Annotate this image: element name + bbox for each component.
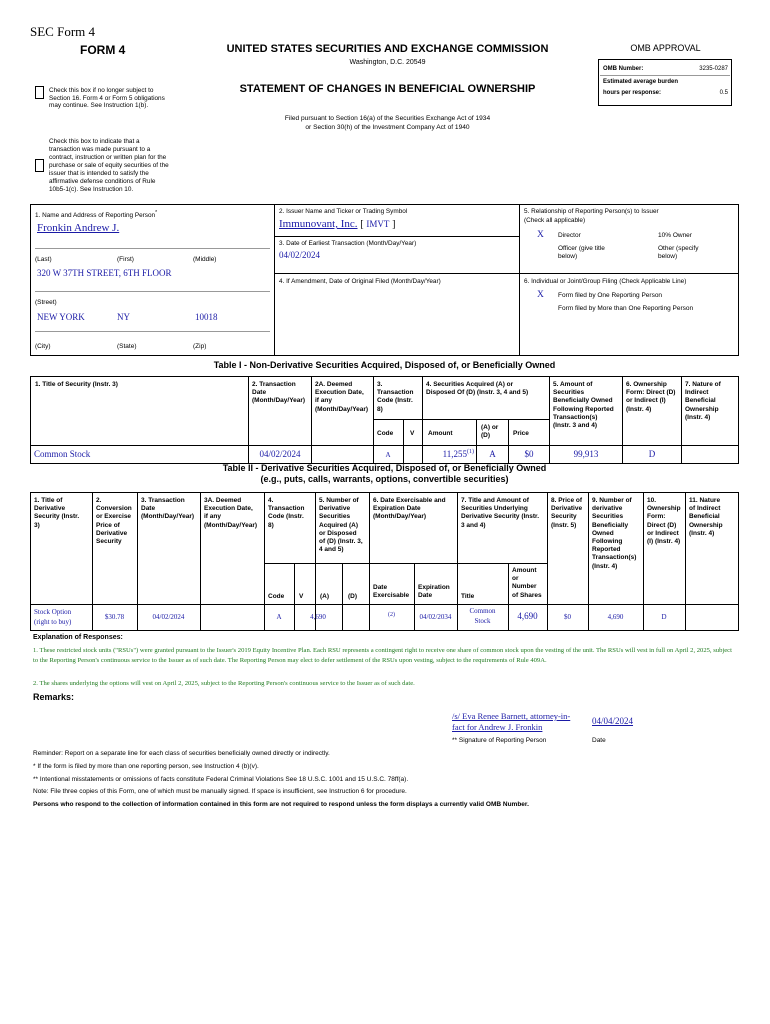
city-value: NEW YORK (37, 312, 85, 322)
t1-row-form: D (648, 449, 656, 459)
statement-title: STATEMENT OF CHANGES IN BENEFICIAL OWNERSHIP (239, 83, 536, 95)
filed-pursuant: Filed pursuant to Section 16(a) of the Securities Exchange Act of 1934 or Section 30(h) of the Investment Company Act of 1940 (284, 115, 491, 131)
form-title: FORM 4 (80, 43, 126, 57)
filing-one-mark: X (537, 290, 544, 300)
t2-sub-v: V (299, 593, 304, 600)
t2-col-owned: 9. Number of derivative Securities Beneficially Owned Following Reported Transaction(s) (Instr. 4) (592, 497, 637, 570)
footnote-1: 1. These restricted stock units ("RSUs") were granted pursuant to the Issuer's 2019 Equity Incentive Plan. Each RSU represents a contingent right to receive one share of common stock upon the vesting of the unit. The RSUs will vest in full on April 2, 2025, subject to the Reporting Person's continuous service to the Issuer as of such date. The Reporting Person may elect to defer settlement of the RSUs upon vesting, subject to the requirements of Rule 409A. (33, 647, 732, 664)
star2-text: ** Intentional misstatements or omissions of facts constitute Federal Criminal Violations See 18 U.S.C. 1001 and 15 U.S.C. 78ff(a). (33, 776, 409, 783)
t2-sub-amount: Amount or Number of Shares (512, 567, 542, 599)
t1-row-title: Common Stock (34, 449, 91, 459)
agency-location: Washington, D.C. 20549 (349, 59, 426, 66)
ticker-symbol: IMVT (366, 219, 390, 229)
reporting-person-name-link[interactable]: Fronkin Andrew J. (37, 222, 120, 234)
filing-more-label: Form filed by More than One Reporting Person (558, 305, 694, 312)
t1-row-amount-footnote: (1) (467, 449, 474, 455)
t2-row-title: Stock Option (right to buy) (34, 608, 72, 626)
t1-col-nature: 7. Nature of Indirect Beneficial Ownership (Instr. 4) (685, 381, 721, 421)
issuer-header: 2. Issuer Name and Ticker or Trading Symbol (279, 208, 408, 215)
last-label: (Last) (35, 256, 52, 263)
signature-date-value: 04/04/2024 (592, 716, 634, 726)
t1-row-amount: 11,255$^{(1)}$ (442, 449, 474, 459)
ticker-close-bracket: ] (392, 219, 396, 230)
t2-col-price: 8. Price of Derivative Security (Instr. 5) (551, 497, 583, 529)
t1-sub-ad: (A) or (D) (481, 424, 499, 440)
note-text: Note: File three copies of this Form, one of which must be manually signed. If space is insufficient, see Instruction 6 for procedure. (33, 788, 407, 795)
earliest-date-value: 04/02/2024 (279, 250, 321, 260)
date-label: Date (592, 737, 606, 744)
t2-sub-expiration: Expiration Date (418, 584, 450, 600)
street-label: (Street) (35, 299, 57, 306)
t2-row-owned: 4,690 (607, 613, 624, 621)
omb-title: OMB APPROVAL (630, 43, 701, 53)
t1-col-acquired: 4. Securities Acquired (A) or Disposed Of (D) (Instr. 3, 4 and 5) (426, 381, 529, 397)
t1-sub-amount: Amount (428, 430, 453, 437)
t1-row-ad: A (489, 449, 496, 459)
t1-col-code: 3. Transaction Code (Instr. 8) (377, 381, 414, 413)
t2-sub-code: Code (268, 593, 285, 600)
state-label: (State) (117, 343, 137, 350)
t2-sub-title: Title (461, 593, 475, 600)
t2-col-title: 1. Title of Derivative Security (Instr. 3) (34, 497, 80, 529)
middle-label: (Middle) (193, 256, 217, 263)
t2-row-derivative-price: $0 (564, 613, 571, 621)
director-mark: X (537, 230, 544, 240)
omb-number: 3235-0287 (699, 66, 728, 72)
t1-row-price: $0 (524, 449, 534, 459)
t2-row-expiration: 04/02/2034 (419, 613, 452, 621)
form-label: SEC Form 4 (30, 24, 96, 39)
ticker-open-bracket: [ (360, 219, 364, 230)
t1-col-owned: 5. Amount of Securities Beneficially Owned Following Reported Transaction(s) (Instr. 3 and 4) (553, 381, 614, 430)
amendment-header: 4. If Amendment, Date of Original Filed (Month/Day/Year) (279, 278, 441, 285)
zip-value: 10018 (195, 312, 218, 322)
filing-one-label: Form filed by One Reporting Person (558, 292, 663, 299)
rule-10b5-1-checkbox[interactable] (35, 159, 44, 172)
t2-row-price: $30.78 (104, 613, 125, 621)
other-label: Other (specify below) (658, 245, 699, 261)
signature-value: /s/ Eva Renee Barnett, attorney-in- fact for Andrew J. Fronkin (452, 711, 571, 732)
t1-col-form: 6. Ownership Form: Direct (D) or Indirect (I) (Instr. 4) (626, 381, 676, 413)
footnote-2: 2. The shares underlying the options will vest on April 2, 2025, subject to the Reporting Person's continuous service to the Issuer as of such date. (33, 680, 415, 687)
street-value: 320 W 37TH STREET, 6TH FLOOR (37, 268, 172, 278)
t2-row-a: 4,690 (310, 613, 326, 621)
t2-row-date-exercisable: (2) (388, 612, 395, 618)
relationship-header: 5. Relationship of Reporting Person(s) to Issuer (Check all applicable) (524, 208, 659, 224)
no-longer-subject-checkbox[interactable] (35, 86, 44, 99)
persons-text: Persons who respond to the collection of information contained in this form are not required to respond unless the form displays a currently valid OMB Number. (33, 801, 529, 808)
t1-sub-v: V (410, 430, 415, 437)
reminder-text: Reminder: Report on a separate line for each class of securities beneficially owned directly or indirectly. (33, 750, 330, 757)
t2-col-form: 10. Ownership Form: Direct (D) or Indirect (I) (Instr. 4) (647, 497, 681, 546)
t2-row-date: 04/02/2024 (152, 613, 185, 621)
earliest-date-header: 3. Date of Earliest Transaction (Month/Day/Year) (279, 240, 417, 247)
city-label: (City) (35, 343, 51, 350)
t2-col-deemed: 3A. Deemed Execution Date, if any (Month/Day/Year) (204, 497, 258, 529)
t2-col-number: 5. Number of Derivative Securities Acquired (A) or Disposed of (D) (Instr. 3, 4 and 5) (319, 497, 363, 554)
star1-text: * If the form is filed by more than one reporting person, see Instruction 4 (b)(v). (33, 763, 259, 770)
t2-row-code: A (276, 613, 282, 621)
filing-header: 6. Individual or Joint/Group Filing (Check Applicable Line) (524, 278, 687, 285)
t1-sub-code: Code (377, 430, 394, 437)
explanation-header: Explanation of Responses: (33, 634, 123, 641)
table2-title: Table II - Derivative Securities Acquired, Disposed of, or Beneficially Owned (e.g., puts, calls, warrants, options, convertible securities) (222, 463, 547, 484)
t2-sub-a: (A) (320, 593, 330, 600)
state-value: NY (117, 312, 130, 322)
t2-row-underlying-title: Common Stock (469, 607, 496, 625)
omb-burden-label: Estimated average burden (603, 79, 679, 85)
t2-col-code: 4. Transaction Code (Instr. 8) (268, 497, 305, 529)
omb-hours-label: hours per response: (603, 90, 662, 96)
t2-col-nature: 11. Nature of Indirect Beneficial Ownership (Instr. 4) (689, 497, 723, 537)
t2-row-form: D (661, 613, 667, 621)
t2-col-conversion: 2. Conversion or Exercise Price of Derivative Security (96, 497, 132, 546)
t2-sub-date-exercisable: Date Exercisable (373, 584, 410, 600)
reporting-person-header: 1. Name and Address of Reporting Person* (35, 210, 158, 220)
omb-number-label: OMB Number: (603, 66, 644, 72)
t1-row-code: A (385, 451, 391, 459)
agency-name: UNITED STATES SECURITIES AND EXCHANGE COMMISSION (226, 43, 549, 55)
t2-col-exercisable: 6. Date Exercisable and Expiration Date (Month/Day/Year) (373, 497, 446, 521)
checkbox2-label: Check this box to indicate that a transaction was made pursuant to a contract, instruction or written plan for the purchase or sale of equity securities of the issuer that is intended to satisfy the affirmative defense conditions of Rule 10b5-1(c). See Instruction 10. (49, 138, 169, 193)
t1-col-title: 1. Title of Security (Instr. 3) (35, 381, 118, 388)
director-label: Director (558, 232, 581, 239)
zip-label: (Zip) (193, 343, 207, 350)
ten-pct-owner-label: 10% Owner (658, 232, 692, 239)
t2-row-underlying-amount: 4,690 (517, 611, 538, 621)
t2-sub-d: (D) (348, 593, 358, 600)
omb-hours: 0.5 (719, 90, 728, 96)
checkbox1-label: Check this box if no longer subject to Section 16. Form 4 or Form 5 obligations may continue. See Instruction 1(b). (49, 87, 165, 110)
t1-row-date: 04/02/2024 (259, 449, 301, 459)
t1-sub-price: Price (513, 430, 529, 437)
t1-row-owned: 99,913 (573, 449, 599, 459)
first-label: (First) (117, 256, 134, 263)
table1-title: Table I - Non-Derivative Securities Acquired, Disposed of, or Beneficially Owned (213, 360, 556, 370)
remarks-header: Remarks: (33, 692, 75, 702)
t2-col-underlying: 7. Title and Amount of Securities Underlying Derivative Security (Instr. 3 and 4) (461, 497, 540, 529)
t2-col-date: 3. Transaction Date (Month/Day/Year) (141, 497, 195, 521)
officer-label: Officer (give title below) (558, 245, 605, 261)
t1-col-date: 2. Transaction Date (Month/Day/Year) (252, 381, 306, 405)
t1-col-deemed: 2A. Deemed Execution Date, if any (Month/Day/Year) (315, 381, 369, 413)
issuer-name-link[interactable]: Immunovant, Inc. (279, 218, 358, 230)
signature-label: ** Signature of Reporting Person (452, 737, 547, 744)
issuer-name-row (279, 218, 395, 230)
